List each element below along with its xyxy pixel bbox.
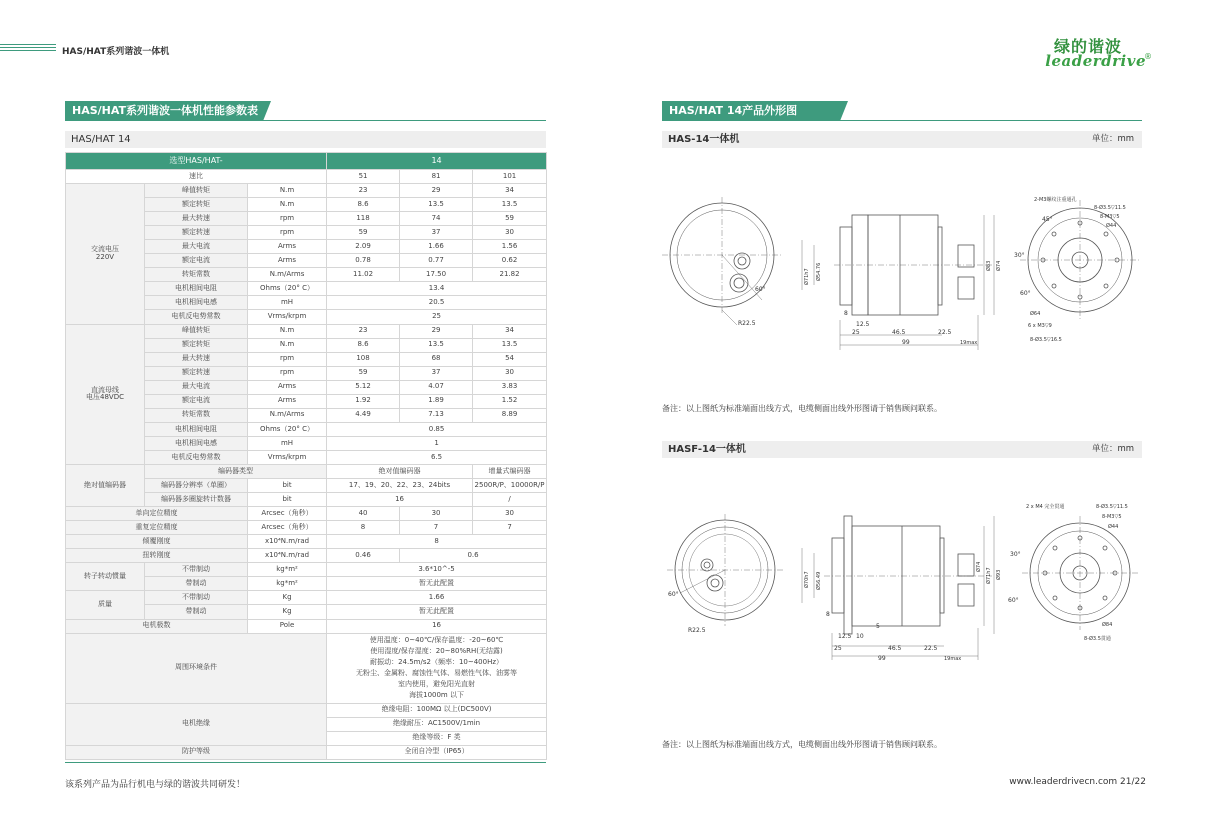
param-cell: 编码器类型 xyxy=(145,464,327,478)
value-cell: 21.82 xyxy=(473,268,547,282)
param-cell: 峰值转矩 xyxy=(145,324,248,338)
dim-phi74: Ø74 xyxy=(996,260,1002,271)
table-row xyxy=(66,184,547,198)
dim-99: 99 xyxy=(902,339,910,346)
value-cell: 16 xyxy=(327,619,547,633)
value-cell: 30 xyxy=(473,507,547,521)
unit-cell: mH xyxy=(248,436,327,450)
dim-phi71-2: Ø71h7 xyxy=(986,567,992,584)
banner-rule xyxy=(662,120,1142,121)
param-cell: 带制动 xyxy=(145,577,248,591)
note-top3-2: 8-M3▽5 xyxy=(1102,514,1122,520)
value-cell: 68 xyxy=(400,352,473,366)
insulation-row xyxy=(66,703,547,717)
unit-cell: Ohms（20° C） xyxy=(248,282,327,296)
unit-cell: kg*m² xyxy=(248,563,327,577)
ratio-value: 101 xyxy=(473,170,547,184)
value-cell: 6.5 xyxy=(327,450,547,464)
group-cell: 直流母线 电压48VDC xyxy=(66,324,145,464)
param-cell: 额定转矩 xyxy=(145,198,248,212)
unit-cell: rpm xyxy=(248,366,327,380)
param-cell: 电机相间电阻 xyxy=(145,422,248,436)
value-cell: 绝对值编码器 xyxy=(327,464,473,478)
param-cell: 电机相间电阻 xyxy=(145,282,248,296)
value-cell: 1.92 xyxy=(327,394,400,408)
unit-cell: rpm xyxy=(248,226,327,240)
left-banner-label: HAS/HAT系列谐波一体机性能参数表 xyxy=(65,101,263,121)
front-view xyxy=(662,197,782,325)
unit-cell: N.m xyxy=(248,338,327,352)
value-cell: 23 xyxy=(327,184,400,198)
param-cell: 最大转速 xyxy=(145,352,248,366)
dim-12-5-2: 12.5 xyxy=(838,633,852,640)
value-cell: 1.56 xyxy=(473,240,547,254)
env-label: 周围环境条件 xyxy=(66,633,327,703)
value-cell: 37 xyxy=(400,226,473,240)
value-cell: 增量式编码器 xyxy=(473,464,547,478)
dim-phi70: Ø70h7 xyxy=(804,571,810,588)
value-cell: 4.49 xyxy=(327,408,400,422)
table-row xyxy=(66,563,547,577)
value-cell: 1.66 xyxy=(327,591,547,605)
right-section-banner xyxy=(662,101,1142,121)
value-cell: 0.78 xyxy=(327,254,400,268)
param-cell: 额定转速 xyxy=(145,226,248,240)
dim-5: 5 xyxy=(876,623,880,630)
note-top4-2: Ø44 xyxy=(1108,524,1119,530)
unit-cell: Arcsec（角秒） xyxy=(248,507,327,521)
unit-cell: Kg xyxy=(248,591,327,605)
table-row xyxy=(66,521,547,535)
unit-cell: rpm xyxy=(248,352,327,366)
model-label: 选型HAS/HAT- xyxy=(66,153,327,170)
header-decor-lines xyxy=(0,44,56,52)
unit-cell: N.m xyxy=(248,184,327,198)
value-cell: 20.5 xyxy=(327,296,547,310)
value-cell: 37 xyxy=(400,366,473,380)
note-m3: 6 x M3▽9 xyxy=(1028,323,1052,329)
note-top2: 8-Ø3.5▽11.5 xyxy=(1094,205,1126,211)
value-cell: 30 xyxy=(473,366,547,380)
rear-view-2 xyxy=(1022,516,1138,630)
right-banner-label: HAS/HAT 14产品外形图 xyxy=(662,101,840,121)
env-conditions xyxy=(327,633,547,703)
param-cell: 额定电流 xyxy=(145,254,248,268)
table-row xyxy=(66,535,547,549)
value-cell: 0.6 xyxy=(400,549,547,563)
env-line: 耐振动：24.5m/s2（频率：10~400Hz） xyxy=(370,658,504,667)
value-cell: 13.5 xyxy=(400,198,473,212)
unit-cell: Arms xyxy=(248,240,327,254)
value-cell: 绝缘耐压：AC1500V/1min xyxy=(327,717,547,731)
dim-60deg: 60° xyxy=(755,286,766,293)
dim-60deg-rear: 60° xyxy=(1020,290,1031,297)
ratio-row xyxy=(66,170,547,184)
model-subbar xyxy=(65,131,546,148)
unit-cell: rpm xyxy=(248,212,327,226)
value-cell: 13.4 xyxy=(327,282,547,296)
ratio-value: 51 xyxy=(327,170,400,184)
value-cell: 暂无此配置 xyxy=(327,577,547,591)
drawing-subbar-hasf14 xyxy=(662,441,1142,458)
param-cell: 峰值转矩 xyxy=(145,184,248,198)
unit-cell: kg*m² xyxy=(248,577,327,591)
value-cell: 23 xyxy=(327,324,400,338)
dim-46-5-2: 46.5 xyxy=(888,645,902,652)
value-cell: 7 xyxy=(473,521,547,535)
drawing-subbar-has14 xyxy=(662,131,1142,148)
value-cell: 7 xyxy=(400,521,473,535)
rear-view xyxy=(1020,200,1140,320)
table-row xyxy=(66,745,547,759)
value-cell: 5.12 xyxy=(327,380,400,394)
unit-label: 单位：mm xyxy=(1091,444,1134,454)
param-cell: 电机反电势常数 xyxy=(145,450,248,464)
param-cell: 电机相间电感 xyxy=(145,296,248,310)
value-cell: 13.5 xyxy=(473,338,547,352)
dim-phi71: Ø71h7 xyxy=(804,268,810,285)
param-cell: 带制动 xyxy=(145,605,248,619)
param-cell: 最大电流 xyxy=(145,380,248,394)
has14-drawing xyxy=(662,185,1142,360)
unit-cell: Ohms（20° C） xyxy=(248,422,327,436)
unit-cell: Arms xyxy=(248,254,327,268)
dim-r22: R22.5 xyxy=(738,320,756,327)
dim-phi93: Ø93 xyxy=(996,569,1002,580)
value-cell: 17.50 xyxy=(400,268,473,282)
unit-cell: Vrms/krpm xyxy=(248,450,327,464)
dim-8-2: 8 xyxy=(826,611,830,618)
param-cell: 最大电流 xyxy=(145,240,248,254)
param-cell: 单向定位精度 xyxy=(66,507,248,521)
value-cell: 8 xyxy=(327,535,547,549)
param-cell: 编码器分辨率（单圈） xyxy=(145,479,248,493)
unit-cell: mH xyxy=(248,296,327,310)
table-row xyxy=(66,507,547,521)
note-top1-2: 2 x M4 完全贯通 xyxy=(1026,504,1065,510)
value-cell: 13.5 xyxy=(473,198,547,212)
dim-19max: 19max xyxy=(960,340,978,346)
table-row xyxy=(66,324,547,338)
note-bottom: 8-Ø3.5▽16.5 xyxy=(1030,337,1062,343)
dim-60deg-2: 60° xyxy=(668,591,679,598)
dim-10: 10 xyxy=(856,633,864,640)
footer-rule xyxy=(65,762,546,763)
param-cell: 转矩常数 xyxy=(145,268,248,282)
value-cell: 1.66 xyxy=(400,240,473,254)
param-cell: 倾覆刚度 xyxy=(66,535,248,549)
env-line: 海拔1000m 以下 xyxy=(409,691,464,700)
param-cell: 不带制动 xyxy=(145,563,248,577)
dim-25-2: 25 xyxy=(834,645,842,652)
footer-right-text: www.leaderdrivecn.com 21/22 xyxy=(1009,777,1146,787)
series-title: HAS/HAT系列谐波一体机 xyxy=(62,47,170,57)
group-cell: 交流电压 220V xyxy=(66,184,145,324)
model-subbar-title: HAS/HAT 14 xyxy=(71,134,131,145)
dim-phi64: Ø64 xyxy=(1030,311,1041,317)
param-cell: 编码器多圈旋转计数器 xyxy=(145,493,248,507)
note-top1: 2-M3螺纹注重通孔 xyxy=(1034,197,1077,203)
param-cell: 电机相间电感 xyxy=(145,436,248,450)
note-top2-2: 8-Ø3.5▽11.5 xyxy=(1096,504,1128,510)
dim-60deg-rear-2: 60° xyxy=(1008,597,1019,604)
note-bottom-2: 8-Ø3.5贯通 xyxy=(1084,636,1111,642)
value-cell: 3.83 xyxy=(473,380,547,394)
encoder-row xyxy=(66,464,547,478)
value-cell: 2500R/P、10000R/P xyxy=(473,479,547,493)
value-cell: 59 xyxy=(327,226,400,240)
ratio-value: 81 xyxy=(400,170,473,184)
table-row xyxy=(66,591,547,605)
env-line: 无粉尘、金属粉、腐蚀性气体、易燃性气体、油雾等 xyxy=(356,669,518,678)
dim-phi54: Ø54.76 xyxy=(816,262,822,281)
value-cell: 59 xyxy=(327,366,400,380)
unit-label: 单位：mm xyxy=(1091,134,1134,144)
logo-chinese: 绿的谐波 xyxy=(1053,37,1122,56)
param-cell: 最大转速 xyxy=(145,212,248,226)
dim-30deg-2: 30° xyxy=(1010,551,1021,558)
value-cell: 30 xyxy=(473,226,547,240)
value-cell: 8.89 xyxy=(473,408,547,422)
environment-row xyxy=(66,633,547,703)
dim-12-5: 12.5 xyxy=(856,321,870,328)
dim-19max-2: 19max xyxy=(944,656,962,662)
spec-table xyxy=(65,152,547,760)
unit-cell: N.m/Arms xyxy=(248,268,327,282)
unit-cell: bit xyxy=(248,493,327,507)
value-cell: 3.6*10^-5 xyxy=(327,563,547,577)
value-cell: 0.46 xyxy=(327,549,400,563)
value-cell: 4.07 xyxy=(400,380,473,394)
param-cell: 额定转速 xyxy=(145,366,248,380)
logo-registered-mark: ® xyxy=(1144,52,1152,61)
value-cell: 13.5 xyxy=(400,338,473,352)
spec-table-body xyxy=(66,153,547,760)
drawing-title-has14: HAS-14一体机 xyxy=(668,134,740,145)
value-cell: 40 xyxy=(327,507,400,521)
value-cell: 0.62 xyxy=(473,254,547,268)
drawing-title-hasf14: HASF-14一体机 xyxy=(668,444,746,455)
param-cell: 重复定位精度 xyxy=(66,521,248,535)
note-top3: 8-M3▽5 xyxy=(1100,214,1120,220)
value-cell: 8.6 xyxy=(327,198,400,212)
value-cell: 118 xyxy=(327,212,400,226)
drawing-note-2: 备注：以上图纸为标准端面出线方式，电缆侧面出线外形图请于销售顾问联系。 xyxy=(662,740,942,749)
note-top4: Ø44 xyxy=(1106,223,1117,229)
param-cell: 额定转矩 xyxy=(145,338,248,352)
table-row xyxy=(66,619,547,633)
footer-left-text: 该系列产品为品行机电与绿的谐波共同研发！ xyxy=(65,780,246,790)
dim-phi56: Ø56.49 xyxy=(816,571,822,590)
value-cell: 30 xyxy=(400,507,473,521)
value-cell: 25 xyxy=(327,310,547,324)
dim-22-5-2: 22.5 xyxy=(924,645,938,652)
dim-8: 8 xyxy=(844,310,848,317)
value-cell: 暂无此配置 xyxy=(327,605,547,619)
param-cell: 额定电流 xyxy=(145,394,248,408)
ratio-label: 速比 xyxy=(66,170,327,184)
protection-label: 防护等级 xyxy=(66,745,327,759)
value-cell: 全闭自冷型（IP65） xyxy=(327,745,547,759)
side-view-2 xyxy=(802,516,994,660)
dim-25: 25 xyxy=(852,329,860,336)
env-line: 使用湿度/保存湿度：20~80%RH(无结露) xyxy=(370,647,503,656)
unit-cell: N.m xyxy=(248,324,327,338)
value-cell: 74 xyxy=(400,212,473,226)
value-cell: 1 xyxy=(327,436,547,450)
value-cell: 54 xyxy=(473,352,547,366)
group-cell: 绝对值编码器 xyxy=(66,464,145,506)
front-view-2 xyxy=(667,514,783,626)
value-cell: 0.77 xyxy=(400,254,473,268)
unit-cell: Arms xyxy=(248,394,327,408)
hasf14-drawing xyxy=(662,498,1142,668)
value-cell: / xyxy=(473,493,547,507)
dim-30deg: 30° xyxy=(1014,252,1025,259)
unit-cell: x10⁴N.m/rad xyxy=(248,549,327,563)
insulation-label: 电机绝缘 xyxy=(66,703,327,745)
param-cell: 转矩常数 xyxy=(145,408,248,422)
unit-cell: Kg xyxy=(248,605,327,619)
value-cell: 11.02 xyxy=(327,268,400,282)
unit-cell: N.m xyxy=(248,198,327,212)
unit-cell: Arcsec（角秒） xyxy=(248,521,327,535)
param-cell: 电机反电势常数 xyxy=(145,310,248,324)
value-cell: 7.13 xyxy=(400,408,473,422)
unit-cell: Arms xyxy=(248,380,327,394)
dim-46-5: 46.5 xyxy=(892,329,906,336)
unit-cell: N.m/Arms xyxy=(248,408,327,422)
dim-phi83: Ø83 xyxy=(986,260,992,271)
env-line: 使用温度：0~40℃/保存温度：-20~60℃ xyxy=(369,636,504,645)
dim-45deg: 45° xyxy=(1042,216,1053,223)
value-cell: 34 xyxy=(473,324,547,338)
unit-cell: Vrms/krpm xyxy=(248,310,327,324)
dim-99-2: 99 xyxy=(878,655,886,662)
value-cell: 16 xyxy=(327,493,473,507)
logo-english: leaderdrive xyxy=(1045,52,1146,70)
unit-cell: x10⁴N.m/rad xyxy=(248,535,327,549)
value-cell: 绝缘等级：F 类 xyxy=(327,731,547,745)
left-section-banner xyxy=(65,101,546,121)
dim-phi74-2: Ø74 xyxy=(976,561,982,572)
banner-rule xyxy=(65,120,546,121)
value-cell: 17、19、20、22、23、24bits xyxy=(327,479,473,493)
table-row xyxy=(66,549,547,563)
drawing-note-1: 备注：以上图纸为标准端面出线方式，电缆侧面出线外形图请于销售顾问联系。 xyxy=(662,404,942,413)
value-cell: 108 xyxy=(327,352,400,366)
value-cell: 2.09 xyxy=(327,240,400,254)
param-cell: 电机极数 xyxy=(66,619,248,633)
env-line: 室内使用，避免阳光直射 xyxy=(398,680,476,689)
value-cell: 34 xyxy=(473,184,547,198)
value-cell: 0.85 xyxy=(327,422,547,436)
value-cell: 绝缘电阻：100MΩ 以上(DC500V) xyxy=(327,703,547,717)
unit-cell: bit xyxy=(248,479,327,493)
dim-22-5: 22.5 xyxy=(938,329,952,336)
dim-r22-2: R22.5 xyxy=(688,627,706,634)
value-cell: 1.52 xyxy=(473,394,547,408)
group-cell: 转子转动惯量 xyxy=(66,563,145,591)
value-cell: 59 xyxy=(473,212,547,226)
value-cell: 8.6 xyxy=(327,338,400,352)
value-cell: 29 xyxy=(400,324,473,338)
group-cell: 质量 xyxy=(66,591,145,619)
value-cell: 1.89 xyxy=(400,394,473,408)
model-value: 14 xyxy=(327,153,547,170)
param-cell: 扭转刚度 xyxy=(66,549,248,563)
unit-cell: Pole xyxy=(248,619,327,633)
value-cell: 29 xyxy=(400,184,473,198)
table-header-row xyxy=(66,153,547,170)
value-cell: 8 xyxy=(327,521,400,535)
param-cell: 不带制动 xyxy=(145,591,248,605)
dim-phi84: Ø84 xyxy=(1102,622,1113,628)
